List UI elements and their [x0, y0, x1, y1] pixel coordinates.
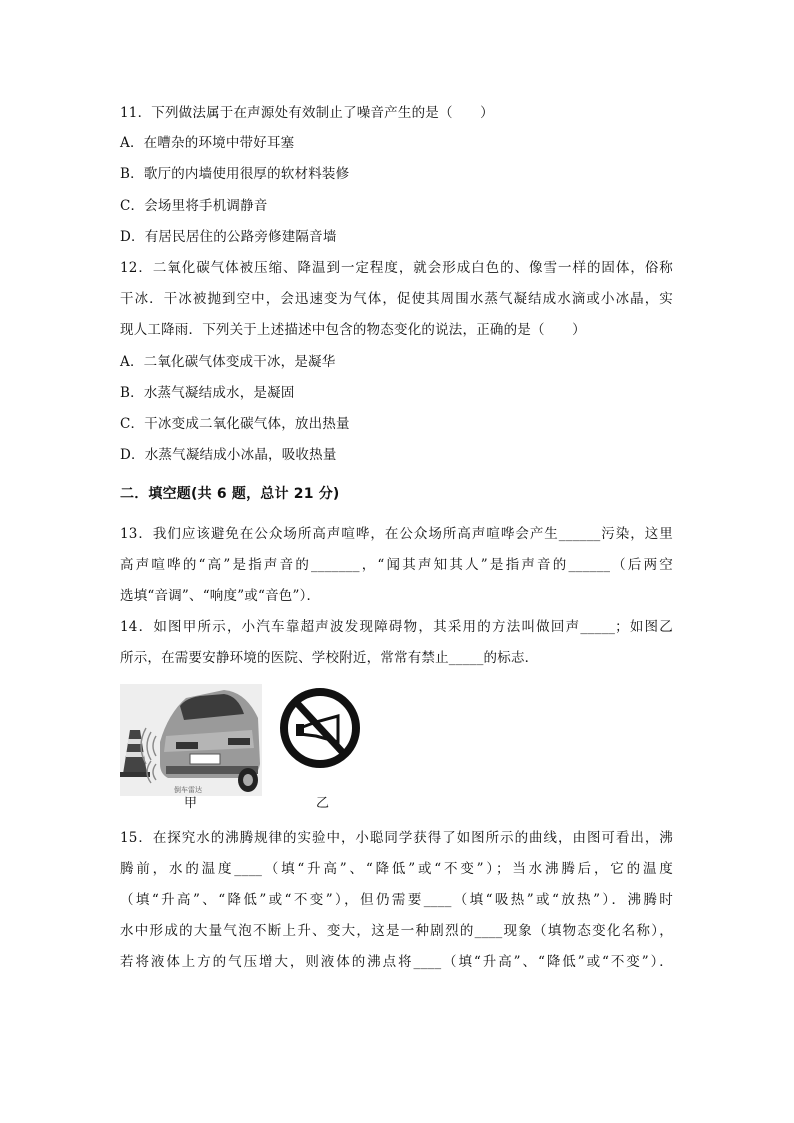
q15-line-4: 水中形成的大量气泡不断上升、变大，这是一种剧烈的____现象（填物态变化名称），	[120, 923, 673, 939]
q12-stem-line-2: 干冰．干冰被抛到空中，会迅速变为气体，促使其周围水蒸气凝结成水滴或小冰晶，实	[120, 291, 673, 307]
q12-option-b: B．水蒸气凝结成水，是凝固	[120, 385, 295, 401]
figure-caption-jia: 甲	[184, 796, 198, 811]
figure-caption-yi: 乙	[316, 796, 330, 811]
q15-line-2: 腾前，水的温度____（填“升高”、“降低”或“不变”）；当水沸腾后，它的温度	[120, 861, 673, 877]
q15-line-1: 15．在探究水的沸腾规律的实验中，小聪同学获得了如图所示的曲线，由图可看出，沸	[120, 830, 673, 846]
q13-line-3: 选填“音调”、“响度”或“音色”）．	[120, 588, 321, 604]
q13-line-2: 高声喧哗的“高”是指声音的_______，“闻其声知其人”是指声音的______（后两空	[120, 557, 673, 573]
q12-option-d: D．水蒸气凝结成小冰晶，吸收热量	[120, 447, 337, 463]
q11-option-a: A．在嘈杂的环境中带好耳塞	[120, 135, 295, 151]
radar-label: 倒车雷达	[174, 786, 202, 794]
q11-stem: 11．下列做法属于在声源处有效制止了噪音产生的是（ ）	[120, 105, 494, 121]
q11-option-c: C．会场里将手机调静音	[120, 198, 268, 214]
q12-option-a: A．二氧化碳气体变成干冰，是凝华	[120, 354, 336, 370]
q13-line-1: 13．我们应该避免在公众场所高声喧哗，在公众场所高声喧哗会产生______污染，这里	[120, 526, 673, 542]
q12-option-c: C．干冰变成二氧化碳气体，放出热量	[120, 416, 350, 432]
reverse-radar-car-image	[120, 684, 370, 812]
q15-line-5: 若将液体上方的气压增大，则液体的沸点将____（填“升高”、“降低”或“不变”）．	[120, 954, 673, 970]
no-horn-sign-icon	[284, 692, 356, 764]
q14-line-2: 所示，在需要安静环境的医院、学校附近，常常有禁止_____的标志．	[120, 650, 539, 666]
q15-line-3: （填“升高”、“降低”或“不变”），但仍需要____（填“吸热”或“放热”）．沸腾时	[120, 892, 673, 908]
q12-stem-line-1: 12．二氧化碳气体被压缩、降温到一定程度，就会形成白色的、像雪一样的固体，俗称	[120, 260, 673, 276]
q11-option-b: B．歌厅的内墙使用很厚的软材料装修	[120, 166, 350, 182]
q14-figure	[120, 684, 370, 812]
q11-option-d: D．有居民居住的公路旁修建隔音墙	[120, 229, 337, 245]
section-title: 二．填空题(共 6 题，总计 21 分)	[120, 486, 340, 502]
q12-stem-line-3: 现人工降雨．下列关于上述描述中包含的物态变化的说法，正确的是（ ）	[120, 322, 586, 338]
q14-line-1: 14．如图甲所示，小汽车靠超声波发现障碍物，其采用的方法叫做回声_____；如图乙	[120, 619, 673, 635]
